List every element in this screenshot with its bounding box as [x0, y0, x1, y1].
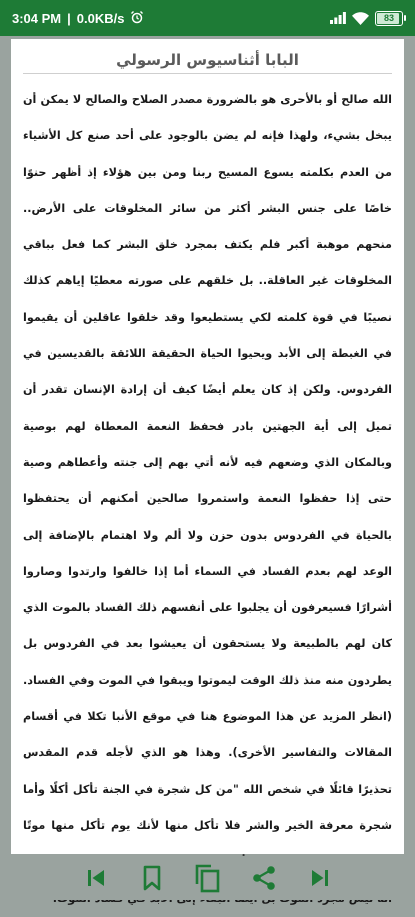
signal-icon [330, 12, 346, 24]
status-bar [0, 0, 415, 36]
article-title: البابا أثناسيوس الرسولي [116, 51, 299, 69]
article-body: الله صالح أو بالأحرى هو بالضرورة مصدر الصلاح والصالح لا يمكن أن يبخل بشيء، ولهذا فإنه لم يضن بالوجود على أحد صنع كل الأشياء من العدم بكلمته يسوع المسيح ربنا ومن بين هؤلاء إذ أظهر حنوًا خاصًا على جنس البشر أكثر من سائر المخلوقات على الأرض.. منحهم موهبة أكبر فلم يكتف بمجرد خلق البشر كما فعل بباقي المخلوقات غير العاقلة.. بل خلقهم على صورته معطيًا إياهم كذلك نصيبًا في قوة كلمته لكي يستطيعوا وقد خلقوا عاقلين أن يقيموا في الغبطة إلى الأبد ويحيوا الحياة الحقيقة اللائقة بالقديسين في الفردوس. ولكن إذ كان يعلم أيضًا كيف أن إرادة الإنسان تقدر أن تميل إلى أية الجهتين بادر فحفظ النعمة المعطاة لهم بوصية وبالمكان الذي وضعهم فيه لأنه أتي بهم إلى جنته وأعطاهم وصية حتى إذا حفظوا النعمة واستمروا صالحين أمكنهم أن يحتفظوا بالحياة في الفردوس بدون حزن ولا ألم ولا اهتمام بالإضافة إلى الوعد لهم بعدم الفساد في السماء أما إذا خالفوا وارتدوا وصاروا أشرارًا فسيعرفون أن يجلبوا على أنفسهم ذلك الفساد بالموت الذي كان لهم بالطبيعة ولا يستحقون أن يعيشوا بعد في الفردوس بل يطردون منه منذ ذلك الوقت ليموتوا ويبقوا في الموت وفي الفساد. (انظر المزيد عن هذا الموضوع هنا في موقع الأنبا تكلا في أقسام المقالات والتفاسير الأخرى). وهذا هو الذي لأجله قدم المقدس تحذيرًا قائلًا في شخص الله "من كل شجرة في الجنة تأكل أكلًا وأما شجرة معرفة الخير والشر فلا تأكل منها لأنك يوم تأكل منها موتًا [23, 93, 392, 832]
skip-forward-icon [308, 866, 332, 890]
share-icon [251, 865, 277, 891]
status-separator: | [67, 10, 71, 26]
status-time: 3:04 PM [12, 10, 62, 26]
skip-back-icon [84, 866, 108, 890]
article-card [11, 39, 404, 854]
battery-level: 83 [383, 12, 394, 23]
bookmark-icon [140, 865, 164, 891]
share-button[interactable] [249, 863, 279, 893]
battery-icon [375, 11, 403, 26]
wifi-icon [352, 12, 369, 25]
title-divider [23, 73, 392, 74]
bookmark-button[interactable] [137, 863, 167, 893]
copy-button[interactable] [193, 863, 223, 893]
bottom-toolbar [0, 856, 415, 900]
status-left [12, 10, 144, 27]
previous-button[interactable] [81, 863, 111, 893]
status-right [330, 11, 403, 26]
copy-icon [193, 863, 223, 893]
next-button[interactable] [305, 863, 335, 893]
alarm-icon [130, 10, 144, 27]
status-network-speed: 0.0KB/s [76, 10, 125, 26]
